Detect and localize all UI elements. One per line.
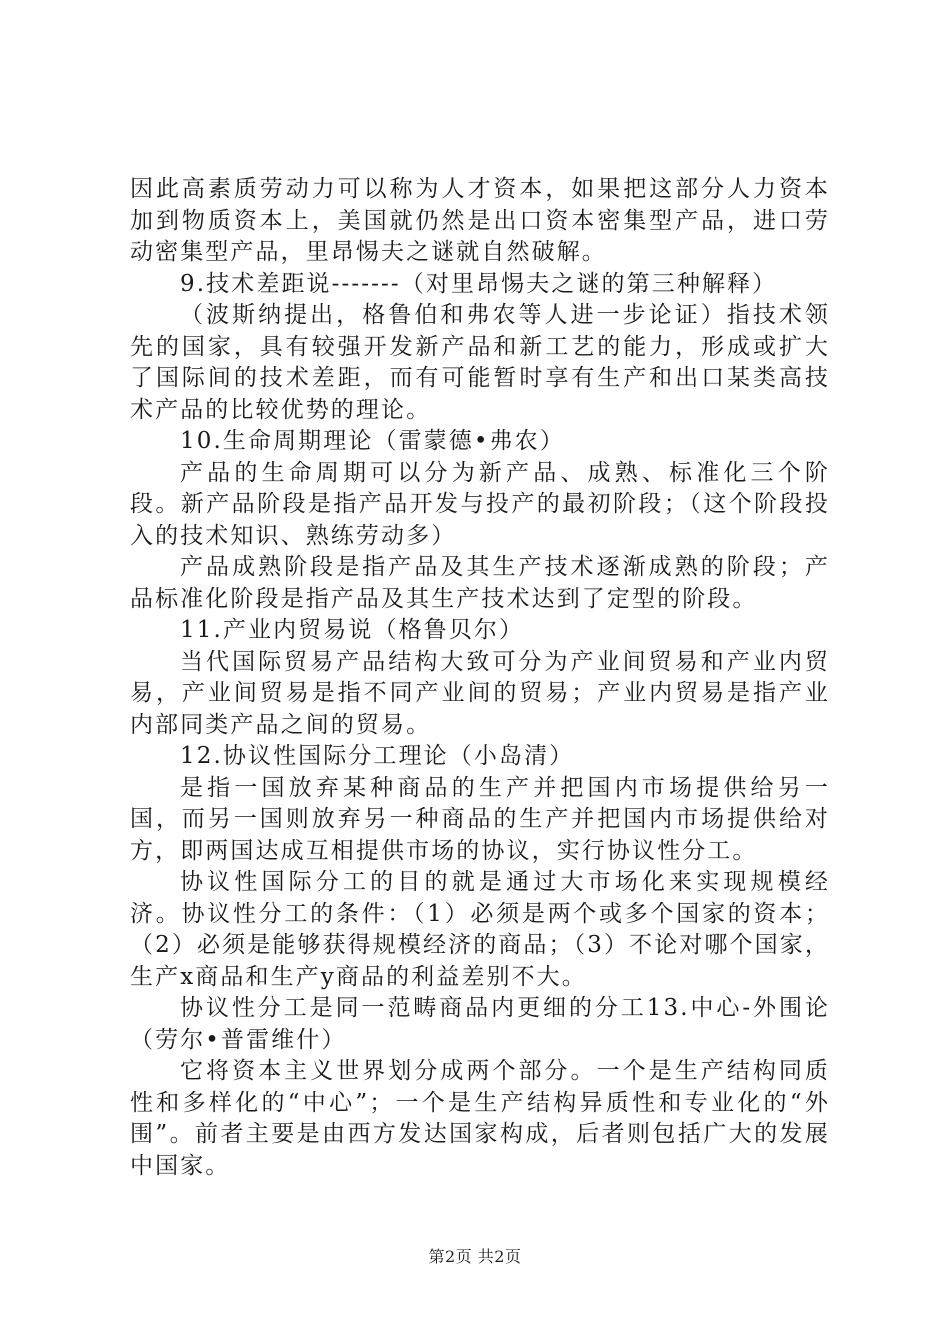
- paragraph-center-periphery-heading: 协议性分工是同一范畴商品内更细的分工13.中心-外围论（劳尔•普雷维什）: [130, 995, 830, 1053]
- paragraph-intra-industry: 当代国际贸易产品结构大致可分为产业间贸易和产业内贸易，产业间贸易是指不同产业间的贸易；产业内贸易是指产业内部同类产品之间的贸易。: [130, 648, 830, 738]
- document-body: [130, 174, 830, 1182]
- heading-technology-gap: 9.技术差距说-------（对里昂惕夫之谜的第三种解释）: [180, 270, 778, 297]
- heading-intra-industry: 11.产业内贸易说（格鲁贝尔）: [180, 617, 525, 643]
- paragraph-center-periphery: 它将资本主义世界划分成两个部分。一个是生产结构同质性和多样化的“中心”；一个是生产结构异质性和专业化的“外围”。前者主要是由西方发达国家构成，后者则包括广大的发展中国家。: [130, 1058, 830, 1179]
- heading-agreed-division: 12.协议性国际分工理论（小岛清）: [180, 743, 575, 769]
- paragraph-life-cycle-2: 产品成熟阶段是指产品及其生产技术逐渐成熟的阶段；产品标准化阶段是指产品及其生产技术达到了定型的阶段。: [130, 554, 830, 612]
- paragraph-1: 因此高素质劳动力可以称为人才资本，如果把这部分人力资本加到物质资本上，美国就仍然是出口资本密集型产品，进口劳动密集型产品，里昂惕夫之谜就自然破解。: [130, 176, 830, 265]
- paragraph-life-cycle-1: 产品的生命周期可以分为新产品、成熟、标准化三个阶段。新产品阶段是指产品开发与投产的最初阶段；（这个阶段投入的技术知识、熟练劳动多）: [130, 459, 830, 549]
- paragraph-agreed-division-2: 协议性国际分工的目的就是通过大市场化来实现规模经济。协议性分工的条件：（1）必须是两个或多个国家的资本；（2）必须是能够获得规模经济的商品；（3）不论对哪个国家，生产x商品和生产y商品的利益差别不大。: [130, 869, 830, 990]
- paragraph-agreed-division-1: 是指一国放弃某种商品的生产并把国内市场提供给另一国，而另一国则放弃另一种商品的生产并把国内市场提供给对方，即两国达成互相提供市场的协议，实行协议性分工。: [130, 774, 830, 864]
- paragraph-technology-gap: （波斯纳提出，格鲁伯和弗农等人进一步论证）指技术领先的国家，具有较强开发新产品和新工艺的能力，形成或扩大了国际间的技术差距，而有可能暂时享有生产和出口某类高技术产品的比较优势的理论。: [130, 302, 830, 423]
- heading-life-cycle: 10.生命周期理论（雷蒙德•弗农）: [180, 428, 565, 454]
- page-number-footer: 第2页 共2页: [428, 1247, 522, 1266]
